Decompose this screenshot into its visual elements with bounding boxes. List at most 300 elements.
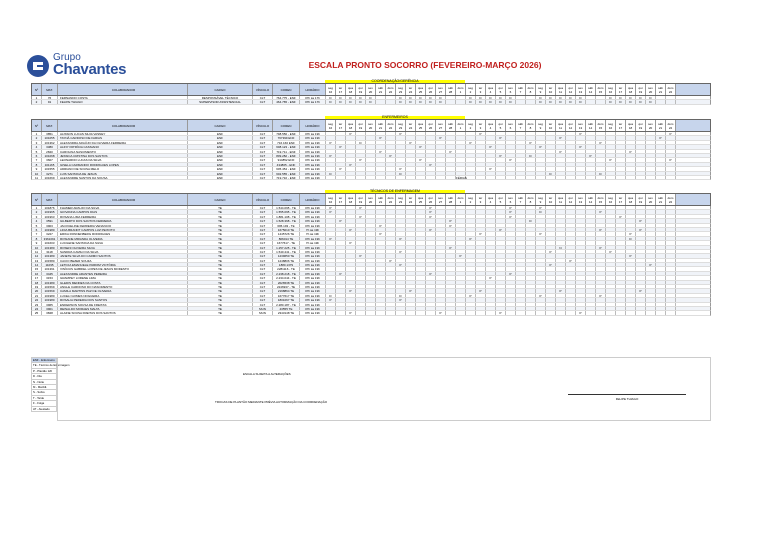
shift-cell[interactable] [516,307,526,310]
shift-cell[interactable] [496,241,506,244]
shift-cell[interactable] [566,241,576,244]
shift-cell[interactable] [476,167,486,170]
shift-cell[interactable]: P [596,141,606,144]
shift-cell[interactable]: D [536,96,546,99]
shift-cell[interactable] [406,311,416,314]
shift-cell[interactable] [416,259,426,262]
shift-cell[interactable] [526,210,536,213]
shift-cell[interactable] [666,294,676,297]
shift-cell[interactable] [456,259,466,262]
shift-cell[interactable] [526,228,536,231]
shift-cell[interactable] [446,132,456,135]
shift-cell[interactable] [356,263,366,266]
shift-cell[interactable] [596,289,606,292]
shift-cell[interactable] [566,294,576,297]
shift-cell[interactable] [606,224,616,227]
shift-cell[interactable] [606,154,616,157]
shift-cell[interactable]: P [596,228,606,231]
shift-cell[interactable] [476,303,486,306]
shift-cell[interactable] [376,141,386,144]
shift-cell[interactable]: D [566,100,576,103]
shift-cell[interactable] [346,210,356,213]
shift-cell[interactable] [336,150,346,153]
shift-cell[interactable] [356,232,366,235]
shift-cell[interactable] [586,311,596,314]
shift-cell[interactable] [586,254,596,257]
shift-cell[interactable] [476,206,486,209]
shift-cell[interactable] [606,281,616,284]
shift-cell[interactable] [336,206,346,209]
shift-cell[interactable] [406,307,416,310]
shift-cell[interactable] [456,132,466,135]
shift-cell[interactable] [356,276,366,279]
shift-cell[interactable] [366,176,376,179]
shift-cell[interactable]: P [526,141,536,144]
shift-cell[interactable]: P [626,254,636,257]
shift-cell[interactable] [376,100,386,103]
shift-cell[interactable] [376,228,386,231]
shift-cell[interactable]: P [336,145,346,148]
shift-cell[interactable] [376,267,386,270]
shift-cell[interactable] [476,172,486,175]
shift-cell[interactable]: P [666,132,676,135]
shift-cell[interactable] [656,307,666,310]
shift-cell[interactable] [476,281,486,284]
shift-cell[interactable] [656,172,666,175]
shift-cell[interactable] [326,263,336,266]
shift-cell[interactable] [436,176,446,179]
shift-cell[interactable] [326,158,336,161]
shift-cell[interactable] [536,141,546,144]
shift-cell[interactable] [476,259,486,262]
shift-cell[interactable] [646,285,656,288]
shift-cell[interactable] [606,263,616,266]
shift-cell[interactable] [506,298,516,301]
shift-cell[interactable] [586,259,596,262]
shift-cell[interactable] [496,141,506,144]
shift-cell[interactable] [546,259,556,262]
shift-cell[interactable] [666,145,676,148]
shift-cell[interactable] [426,259,436,262]
shift-cell[interactable] [456,250,466,253]
shift-cell[interactable] [596,259,606,262]
shift-cell[interactable] [386,307,396,310]
shift-cell[interactable] [556,145,566,148]
shift-cell[interactable] [516,272,526,275]
shift-cell[interactable] [336,176,346,179]
shift-cell[interactable] [586,303,596,306]
shift-cell[interactable] [596,145,606,148]
shift-cell[interactable] [356,237,366,240]
shift-cell[interactable] [616,206,626,209]
shift-cell[interactable] [466,224,476,227]
shift-cell[interactable] [336,158,346,161]
shift-cell[interactable] [346,250,356,253]
shift-cell[interactable] [396,224,406,227]
shift-cell[interactable]: P [616,215,626,218]
shift-cell[interactable] [426,145,436,148]
shift-cell[interactable] [646,254,656,257]
shift-cell[interactable] [486,172,496,175]
shift-cell[interactable] [476,136,486,139]
shift-cell[interactable] [386,289,396,292]
shift-cell[interactable] [516,136,526,139]
shift-cell[interactable] [596,254,606,257]
shift-cell[interactable] [556,254,566,257]
shift-cell[interactable] [646,272,656,275]
shift-cell[interactable] [466,298,476,301]
shift-cell[interactable] [496,176,506,179]
shift-cell[interactable] [406,219,416,222]
shift-cell[interactable] [616,228,626,231]
shift-cell[interactable] [496,267,506,270]
shift-cell[interactable] [386,167,396,170]
shift-cell[interactable] [666,176,676,179]
shift-cell[interactable] [606,136,616,139]
shift-cell[interactable] [466,206,476,209]
shift-cell[interactable] [656,254,666,257]
shift-cell[interactable] [436,150,446,153]
shift-cell[interactable] [566,219,576,222]
shift-cell[interactable] [346,141,356,144]
shift-cell[interactable] [376,167,386,170]
shift-cell[interactable] [666,267,676,270]
shift-cell[interactable] [326,259,336,262]
shift-cell[interactable] [326,303,336,306]
shift-cell[interactable] [526,150,536,153]
shift-cell[interactable] [516,232,526,235]
shift-cell[interactable]: P [626,150,636,153]
shift-cell[interactable] [406,206,416,209]
shift-cell[interactable] [376,311,386,314]
shift-cell[interactable] [506,285,516,288]
shift-cell[interactable] [526,254,536,257]
shift-cell[interactable]: P [636,289,646,292]
shift-cell[interactable] [356,246,366,249]
shift-cell[interactable] [486,241,496,244]
shift-cell[interactable]: D [556,96,566,99]
shift-cell[interactable] [546,232,556,235]
shift-cell[interactable] [576,154,586,157]
shift-cell[interactable] [586,219,596,222]
shift-cell[interactable] [336,250,346,253]
shift-cell[interactable] [456,285,466,288]
shift-cell[interactable] [496,132,506,135]
shift-cell[interactable] [576,150,586,153]
shift-cell[interactable] [526,176,536,179]
shift-cell[interactable]: P [536,206,546,209]
shift-cell[interactable] [656,141,666,144]
shift-cell[interactable] [476,285,486,288]
shift-cell[interactable] [396,232,406,235]
shift-cell[interactable]: P [416,158,426,161]
shift-cell[interactable] [376,241,386,244]
shift-cell[interactable] [446,250,456,253]
shift-cell[interactable] [556,176,566,179]
shift-cell[interactable] [586,294,596,297]
shift-cell[interactable] [376,246,386,249]
shift-cell[interactable] [626,172,636,175]
shift-cell[interactable] [556,158,566,161]
shift-cell[interactable] [456,228,466,231]
shift-cell[interactable] [646,145,656,148]
shift-cell[interactable] [426,267,436,270]
shift-cell[interactable] [406,167,416,170]
shift-cell[interactable]: D [576,100,586,103]
shift-cell[interactable] [436,289,446,292]
shift-cell[interactable] [356,172,366,175]
shift-cell[interactable] [436,228,446,231]
shift-cell[interactable] [436,298,446,301]
shift-cell[interactable] [506,145,516,148]
shift-cell[interactable] [406,281,416,284]
shift-cell[interactable] [626,141,636,144]
shift-cell[interactable] [596,224,606,227]
shift-cell[interactable] [326,267,336,270]
shift-cell[interactable] [436,210,446,213]
shift-cell[interactable] [466,176,476,179]
shift-cell[interactable] [376,176,386,179]
shift-cell[interactable] [566,163,576,166]
shift-cell[interactable] [456,172,466,175]
shift-cell[interactable]: P [406,289,416,292]
shift-cell[interactable] [476,298,486,301]
shift-cell[interactable] [476,307,486,310]
shift-cell[interactable] [506,167,516,170]
shift-cell[interactable]: P [376,136,386,139]
shift-cell[interactable] [526,281,536,284]
shift-cell[interactable] [436,241,446,244]
shift-cell[interactable]: P [556,289,566,292]
shift-cell[interactable] [506,263,516,266]
shift-cell[interactable] [596,298,606,301]
shift-cell[interactable] [456,145,466,148]
shift-cell[interactable] [366,136,376,139]
shift-cell[interactable] [486,298,496,301]
shift-cell[interactable] [576,303,586,306]
shift-cell[interactable] [346,281,356,284]
shift-cell[interactable] [566,267,576,270]
shift-cell[interactable] [366,254,376,257]
shift-cell[interactable] [576,289,586,292]
shift-cell[interactable]: D [496,100,506,103]
shift-cell[interactable] [546,163,556,166]
shift-cell[interactable] [426,276,436,279]
shift-cell[interactable] [326,150,336,153]
shift-cell[interactable] [446,311,456,314]
shift-cell[interactable] [546,219,556,222]
shift-cell[interactable] [586,246,596,249]
shift-cell[interactable] [576,263,586,266]
shift-cell[interactable] [386,281,396,284]
shift-cell[interactable]: P [636,228,646,231]
shift-cell[interactable] [366,158,376,161]
shift-cell[interactable] [606,289,616,292]
shift-cell[interactable] [546,276,556,279]
shift-cell[interactable] [496,303,506,306]
table-row[interactable] [31,311,711,315]
shift-cell[interactable]: D [636,100,646,103]
shift-cell[interactable] [586,176,596,179]
shift-cell[interactable]: D [406,100,416,103]
shift-cell[interactable] [476,246,486,249]
shift-cell[interactable] [426,136,436,139]
shift-cell[interactable] [506,267,516,270]
shift-cell[interactable] [626,276,636,279]
shift-cell[interactable] [466,289,476,292]
shift-cell[interactable] [576,307,586,310]
shift-cell[interactable] [366,272,376,275]
shift-cell[interactable] [646,219,656,222]
shift-cell[interactable] [646,311,656,314]
shift-cell[interactable] [356,210,366,213]
shift-cell[interactable] [526,289,536,292]
shift-cell[interactable] [646,241,656,244]
shift-cell[interactable] [526,250,536,253]
shift-cell[interactable] [576,176,586,179]
shift-cell[interactable] [456,289,466,292]
shift-cell[interactable] [586,276,596,279]
shift-cell[interactable] [556,141,566,144]
shift-cell[interactable]: D [596,172,606,175]
shift-cell[interactable]: P [356,254,366,257]
shift-cell[interactable]: D [356,100,366,103]
shift-cell[interactable] [556,241,566,244]
shift-cell[interactable] [406,136,416,139]
shift-cell[interactable] [626,167,636,170]
shift-cell[interactable] [556,167,566,170]
shift-cell[interactable] [516,163,526,166]
shift-cell[interactable] [416,232,426,235]
shift-cell[interactable]: P [456,254,466,257]
shift-cell[interactable] [606,210,616,213]
shift-cell[interactable] [546,150,556,153]
shift-cell[interactable] [406,228,416,231]
shift-cell[interactable] [536,172,546,175]
shift-cell[interactable] [556,272,566,275]
shift-cell[interactable] [666,163,676,166]
shift-cell[interactable] [406,132,416,135]
shift-cell[interactable] [536,276,546,279]
shift-cell[interactable]: P [336,272,346,275]
shift-cell[interactable] [436,172,446,175]
shift-cell[interactable] [546,281,556,284]
shift-cell[interactable] [486,228,496,231]
shift-cell[interactable] [456,136,466,139]
shift-cell[interactable] [626,219,636,222]
shift-cell[interactable] [376,254,386,257]
shift-cell[interactable]: P [326,206,336,209]
shift-cell[interactable]: P [346,289,356,292]
shift-cell[interactable] [536,132,546,135]
shift-cell[interactable]: D [356,96,366,99]
shift-cell[interactable] [486,263,496,266]
shift-cell[interactable] [606,237,616,240]
shift-cell[interactable] [346,150,356,153]
shift-cell[interactable]: P [486,145,496,148]
shift-cell[interactable] [516,241,526,244]
shift-cell[interactable] [506,281,516,284]
shift-cell[interactable] [526,158,536,161]
shift-cell[interactable] [426,172,436,175]
shift-cell[interactable] [506,228,516,231]
shift-cell[interactable] [566,246,576,249]
shift-cell[interactable]: D [426,96,436,99]
shift-cell[interactable] [466,210,476,213]
shift-cell[interactable]: D [326,96,336,99]
shift-cell[interactable] [416,228,426,231]
shift-cell[interactable] [616,311,626,314]
shift-cell[interactable] [546,206,556,209]
shift-cell[interactable] [356,176,366,179]
shift-cell[interactable]: P [326,141,336,144]
shift-cell[interactable] [406,298,416,301]
shift-cell[interactable] [386,263,396,266]
shift-cell[interactable] [396,158,406,161]
shift-cell[interactable] [386,276,396,279]
shift-cell[interactable] [656,167,666,170]
shift-cell[interactable] [636,307,646,310]
shift-cell[interactable] [556,232,566,235]
shift-cell[interactable] [616,250,626,253]
shift-cell[interactable]: P [386,259,396,262]
shift-cell[interactable] [516,96,526,99]
shift-cell[interactable] [336,276,346,279]
shift-cell[interactable] [526,294,536,297]
shift-cell[interactable] [336,241,346,244]
shift-cell[interactable] [666,259,676,262]
shift-cell[interactable] [606,307,616,310]
shift-cell[interactable] [416,176,426,179]
shift-cell[interactable] [386,96,396,99]
shift-cell[interactable] [496,254,506,257]
shift-cell[interactable] [436,206,446,209]
shift-cell[interactable]: P [346,311,356,314]
shift-cell[interactable] [476,276,486,279]
shift-cell[interactable] [396,154,406,157]
shift-cell[interactable] [366,141,376,144]
shift-cell[interactable] [496,150,506,153]
shift-cell[interactable] [656,132,666,135]
shift-cell[interactable] [546,167,556,170]
shift-cell[interactable] [656,311,666,314]
shift-cell[interactable] [466,167,476,170]
shift-cell[interactable] [546,307,556,310]
shift-cell[interactable] [656,215,666,218]
shift-cell[interactable] [646,232,656,235]
shift-cell[interactable] [626,307,636,310]
shift-cell[interactable] [416,285,426,288]
shift-cell[interactable] [566,158,576,161]
shift-cell[interactable] [326,136,336,139]
shift-cell[interactable] [646,294,656,297]
shift-cell[interactable]: D [436,96,446,99]
shift-cell[interactable] [486,136,496,139]
shift-cell[interactable] [346,136,356,139]
shift-cell[interactable] [556,294,566,297]
shift-cell[interactable] [646,281,656,284]
shift-cell[interactable] [326,272,336,275]
shift-cell[interactable] [576,276,586,279]
shift-cell[interactable] [346,285,356,288]
shift-cell[interactable] [386,298,396,301]
shift-cell[interactable]: P [376,150,386,153]
shift-cell[interactable] [486,307,496,310]
shift-cell[interactable] [556,298,566,301]
shift-cell[interactable] [416,237,426,240]
shift-cell[interactable] [496,167,506,170]
shift-cell[interactable] [526,311,536,314]
